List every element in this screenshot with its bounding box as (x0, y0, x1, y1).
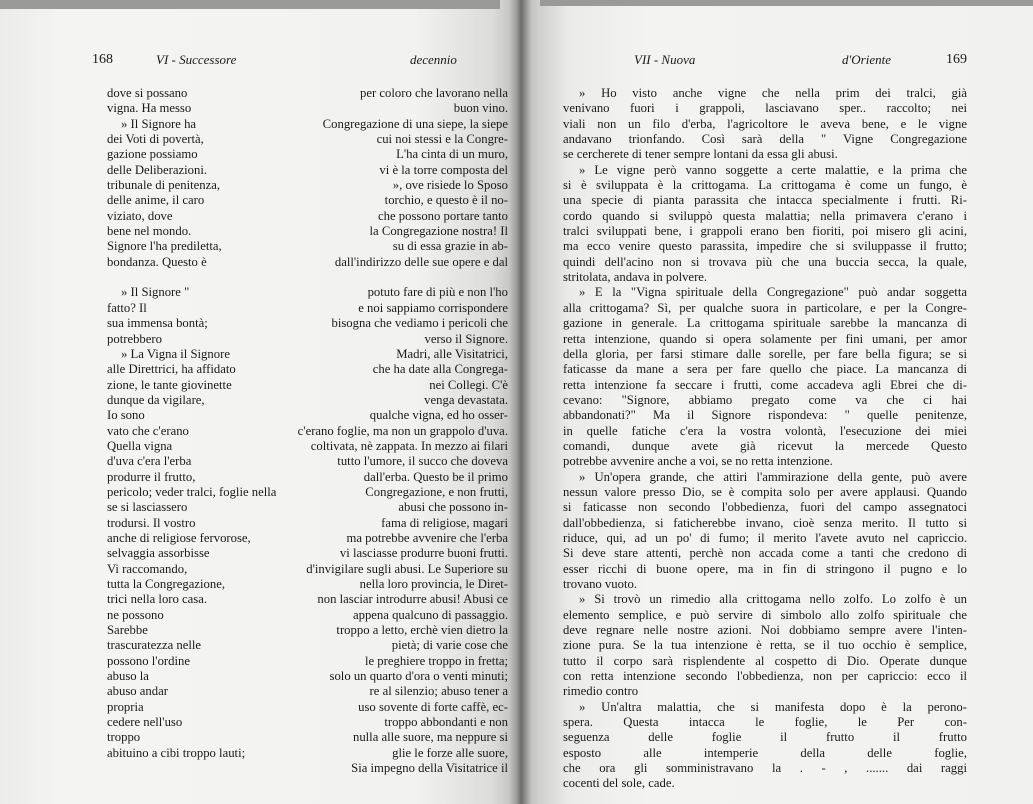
text-line: dall'indirizzo delle sue opere e dal (334, 254, 508, 269)
text-line: gazione possiamo (107, 147, 198, 162)
text-line: Sia impegno della Visitatrice il (351, 761, 508, 776)
text-line: gazione in generale. La crittogama spirituale sarebbe la mancanza di (563, 316, 967, 331)
text-line: fama di religiose, magari (381, 515, 508, 530)
text-line: tribunale di penitenza, (107, 178, 221, 193)
text-line: esposto alle intemperie della delle foglie, (563, 745, 967, 760)
text-line: propria (107, 699, 144, 714)
left-text-column-b (258, 86, 508, 776)
text-line: riduce, qui, ad un po' di fumo; il merito l'avete avuto nel capriccio. (563, 530, 967, 545)
text-line: c'erano foglie, ma non un grappolo d'uva. (297, 423, 508, 438)
text-line: Io sono (107, 408, 145, 423)
text-line: cocenti del sole, cade. (563, 776, 675, 791)
text-line: dove si possano (107, 86, 188, 100)
text-line: » Ho visto anche vigne che nella prim dei tralci, già (579, 86, 967, 100)
text-line: bene nel mondo. (107, 224, 192, 239)
text-line: bisogna che vediamo i pericoli che (331, 316, 508, 331)
text-line: potrebbe avvenire anche a voi, se no retta intenzione. (563, 454, 833, 469)
text-line: troppo a letto, erchè vien dietro la (336, 623, 508, 638)
text-line: su di essa grazie in ab- (392, 239, 508, 254)
text-line: si faticasse non secondo l'obbedienza, fuori del campo assegnatoci (563, 500, 967, 515)
text-line: viziato, dove (107, 208, 173, 223)
text-line: anche di religiose fervorose, (107, 530, 251, 545)
text-line: pericolo; veder tralci, foglie nella (107, 484, 277, 499)
text-line: ne possono (107, 607, 164, 622)
text-line: abbandonati?" Ma il Signore rispondeva: " quelle penitenze, (563, 408, 967, 423)
text-line: dei Voti di povertà, (107, 132, 204, 147)
text-line: delle Deliberazioni. (107, 162, 208, 177)
text-line: appena qualcuno di passaggio. (352, 607, 508, 622)
text-line: troppo (107, 730, 141, 745)
text-line: venga devastata. (424, 392, 508, 407)
text-line: dall'obbedienza, si faticherebbe invano, cioè senza merito. Il tutto si (563, 515, 967, 530)
text-line: tralci sviluppati bene, i grappoli erano ben fioriti, poi misero gli acini, (563, 224, 967, 239)
text-line: qualche vigna, ed ho osser- (369, 408, 508, 423)
page-number-right: 169 (946, 52, 967, 67)
text-line: d'uva c'era l'erba (107, 454, 192, 469)
text-line: in quelle fatiche c'era la vostra volontà, l'esecuzione dei miei (563, 423, 967, 438)
text-line: vigna. Ha messo (107, 101, 192, 116)
running-head-left: VI - Successore (156, 52, 237, 67)
text-line: si è sviluppata è la crittogama. La crittogama è come un fungo, è (563, 178, 967, 193)
text-line: e noi sappiamo corrispondere (358, 300, 508, 315)
text-line: vi lasciasse produrre buoni frutti. (339, 546, 508, 561)
text-line: trici nella loro casa. (107, 592, 208, 607)
text-line: Vi raccomando, (107, 561, 188, 576)
text-line: retta intenzione fa seccare i frutti, come accadeva agli Ebrei che di- (563, 377, 967, 392)
text-line: alle Direttrici, ha affidato (107, 362, 236, 377)
text-line: Quella vigna (107, 438, 173, 453)
text-line (107, 270, 277, 285)
text-line: coltivata, nè zappata. In mezzo ai filari (310, 438, 508, 453)
text-line: venivano fuori i grappoli, lasciavano sper.. raccolto; nei (563, 101, 967, 116)
text-line: » Le vigne però vanno soggette a certe malattie, e la prima che (579, 162, 967, 177)
text-line: le preghiere troppo in fretta; (364, 653, 508, 668)
text-line: dall'erba. Questo be il primo (363, 469, 508, 484)
text-line (258, 270, 508, 285)
text-line: cedere nell'uso (107, 715, 183, 730)
page-number-left: 168 (92, 52, 113, 67)
text-line: una specie di pianta parassita che intacca specialmente i frutti. Ri- (563, 193, 967, 208)
text-line: d'invigilare sugli abusi. Le Superiore su (306, 561, 508, 576)
text-line: comandi, dunque avete già ricevut la mercede Questo (563, 438, 967, 453)
text-line: cordo quando si sviluppò questa malattia; nella primavera c'erano i (563, 208, 967, 223)
text-line: seguenza delle foglie il frutto il frutto (563, 730, 967, 745)
text-line: torchio, e questo è il no- (384, 193, 508, 208)
text-line: trodursi. Il vostro (107, 515, 196, 530)
text-line: se cercherete di tener sempre lontani da essa gli abusi. (563, 147, 838, 162)
text-line: della gloria, per farsi stimare dalle sorelle, per fare bella figura; se si (563, 346, 967, 361)
text-line: tutto il corpo sarà risplendente al cospetto di Dio. Operate dunque (563, 653, 967, 668)
text-line: nessun valore presso Dio, se è compita solo per avere applausi. Quando (563, 484, 967, 499)
text-line: abituino a cibi troppo lauti; (107, 745, 246, 760)
text-line: viali non un filo d'erba, l'agricoltore le aveva bene, e le vigne (563, 116, 967, 131)
text-line: non lasciar introdurre abusi! Abusi ce (317, 592, 508, 607)
text-line: deve regnare nelle nostre azioni. Noi dobbiamo sempre avere l'inten- (563, 623, 967, 638)
text-line: nulla alle suore, ma neppure si (352, 730, 508, 745)
text-line: che possono portare tanto (377, 208, 508, 223)
text-line: zione, le tante giovinette (107, 377, 232, 392)
text-line: fatto? Il (107, 300, 147, 315)
text-line: vato che c'erano (107, 423, 189, 438)
text-line: alla crittogama? Sì, per qualche suora in particolare, e per la Congre- (563, 300, 967, 315)
text-line: produrre il frutto, (107, 469, 196, 484)
text-line: » Un'opera grande, che attiri l'ammirazione della gente, può avere (579, 469, 967, 484)
text-line: vi è la torre composta del (379, 162, 508, 177)
text-line: Si deve stare attenti, perchè non accada come a tanti che credono di (563, 546, 967, 561)
text-line: » Il Signore ha (121, 116, 197, 131)
text-line: selvaggia assorbisse (107, 546, 210, 561)
text-line: trovano vuoto. (563, 577, 638, 591)
text-line: trascuratezza nelle (107, 638, 202, 653)
running-head-right-left: VII - Nuova (634, 52, 696, 67)
text-line: quindi dell'acino non si trovava più che una buccia secca, la quale, (563, 254, 967, 269)
text-line: » Si trovò un rimedio alla crittogama nello zolfo. Lo zolfo è un (579, 592, 967, 607)
text-line: potrebbero (107, 331, 162, 346)
text-line: Madri, alle Visitatrici, (396, 346, 508, 361)
text-line: » E la "Vigna spirituale della Congregazione" può andar soggetta (579, 285, 967, 300)
left-text-column-a (107, 86, 277, 761)
text-line: » La Vigna il Signore (121, 346, 230, 361)
text-line: possono l'ordine (107, 653, 190, 668)
text-line: abuso la (107, 669, 149, 684)
top-edge-right (540, 0, 1033, 6)
running-head-right: d'Oriente (842, 52, 891, 67)
book-gutter (509, 0, 531, 804)
text-line: Sarebbe (107, 623, 148, 638)
text-line: tutto l'umore, il succo che doveva (337, 454, 508, 469)
text-line: abuso andar (107, 684, 168, 699)
text-line: ma potrebbe avvenire che l'erba (346, 530, 508, 545)
text-line: re al silenzio; abuso tener a (369, 684, 508, 699)
text-line: nella loro provincia, le Diret- (359, 577, 508, 591)
text-line: » Il Signore " (121, 285, 190, 300)
text-line: dunque da vigilare, (107, 392, 205, 407)
text-line: L'ha cinta di un muro, (396, 147, 508, 162)
text-line: buon vino. (453, 101, 508, 116)
top-edge-left (0, 0, 500, 9)
text-line: » Un'altra malattia, che si manifesta dopo è la perono- (579, 699, 967, 714)
text-line: abusi che possono in- (398, 500, 508, 515)
text-line: zione pura. Se la tua intenzione è retta, se il tuo occhio è semplice, (563, 638, 967, 653)
text-line: Congregazione di una siepe, la siepe (322, 116, 508, 131)
text-line: solo un quarto d'ora o venti minuti; (329, 669, 508, 684)
text-line: Signore l'ha prediletta, (107, 239, 222, 254)
text-line: se si lasciassero (107, 500, 188, 515)
right-text-column (563, 86, 967, 792)
text-line: bondanza. Questo è (107, 254, 207, 269)
text-line: con retta intenzione secondo l'obbedienza, non per capriccio: ecco il (563, 669, 967, 684)
text-line: spera. Questa intacca le foglie, le Per con- (563, 715, 967, 730)
running-head-left-right: decennio (410, 52, 457, 67)
text-line: che ha date alla Congrega- (372, 362, 508, 377)
text-line: faticasse da mane a sera per fare quello che piace. La mancanza di (563, 362, 967, 377)
text-line: esser ricchi di buone opere, ma in fin di stringono il pugno e lo (563, 561, 967, 576)
text-line: tutta la Congregazione, (107, 577, 226, 591)
text-line: », ove risiede lo Sposo (392, 178, 508, 193)
text-line: delle anime, il caro (107, 193, 205, 208)
text-line: nei Collegi. C'è (429, 377, 508, 392)
text-line: uso sovente di forte caffè, ec- (358, 699, 508, 714)
text-line: per coloro che lavorano nella (360, 86, 508, 100)
text-line: stritolata, andava in polvere. (563, 270, 708, 285)
text-line: cui noi stessi e la Congre- (376, 132, 508, 147)
text-line: cevano: "Signore, abbiamo pregato come va che ci hai (563, 392, 967, 407)
text-line: sua immensa bontà; (107, 316, 208, 331)
text-line: glie le forze alle suore, (392, 745, 508, 760)
text-line: Congregazione, e non frutti, (365, 484, 508, 499)
text-line: pietà; di varie cose che (391, 638, 508, 653)
text-line: rimedio contro (563, 684, 639, 699)
text-line: che ora gli somministravano la . - , ....... dai raggi (563, 761, 967, 776)
text-line: elemento semplice, e può servire di simbolo allo zolfo spirituale che (563, 607, 967, 622)
text-line: verso il Signore. (424, 331, 508, 346)
text-line: andavano trionfando. Così sarà della " Vigne Congregazione (563, 132, 967, 147)
text-line: ma ecco venire questo parassita, impedire che si sviluppasse il frutto; (563, 239, 967, 254)
text-line: troppo abbondanti e non (384, 715, 508, 730)
text-line: la Congregazione nostra! Il (369, 224, 508, 239)
text-line: retta intenzione, quando si opera solamente per fini umani, per amor (563, 331, 967, 346)
text-line: potuto fare di più e non l'ho (367, 285, 508, 300)
